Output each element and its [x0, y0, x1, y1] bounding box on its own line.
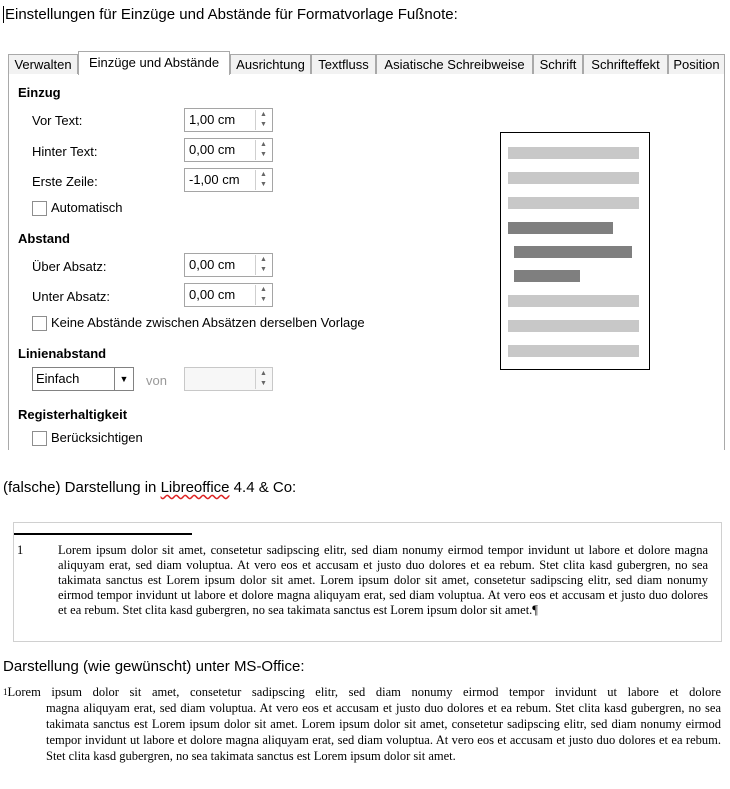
preview-line: [508, 320, 639, 332]
preview-line: [508, 345, 639, 357]
footnote-number: 1: [17, 543, 24, 557]
footnote-separator: [14, 533, 192, 535]
erste-zeile-spinbox[interactable]: [184, 168, 273, 192]
tab-schrifteffekt[interactable]: Schrifteffekt: [583, 54, 668, 74]
vor-text-spin-buttons[interactable]: [255, 110, 271, 130]
linienabstand-value[interactable]: Einfach: [36, 371, 80, 386]
automatisch-label[interactable]: Automatisch: [51, 200, 123, 215]
keine-abstaende-checkbox[interactable]: [32, 316, 47, 331]
spin-down-icon[interactable]: ▼: [260, 181, 267, 188]
tab-textfluss[interactable]: Textfluss: [311, 54, 376, 74]
erste-zeile-spin-buttons[interactable]: [255, 170, 271, 190]
preview-line: [508, 172, 639, 184]
keine-abstaende-label[interactable]: Keine Abstände zwischen Absätzen derselben Vorlage: [51, 315, 365, 330]
spin-down-icon[interactable]: ▼: [260, 380, 267, 387]
spin-down-icon[interactable]: ▼: [260, 151, 267, 158]
tab-panel: [8, 74, 725, 450]
ms-footnote-first-line-text: Lorem ipsum dolor sit amet, consetetur sadipscing elitr, sed diam nonumy eirmod tempor invidunt ut labore et dolore: [7, 685, 721, 699]
hinter-text-value[interactable]: 0,00 cm: [189, 142, 236, 157]
beruecksichtigen-checkbox[interactable]: [32, 431, 47, 446]
von-spinbox[interactable]: [184, 367, 273, 391]
tab-ausrichtung[interactable]: Ausrichtung: [230, 54, 311, 74]
ms-footnote-first-line: [3, 684, 721, 700]
preview-line-active: [508, 222, 613, 234]
preview-line: [508, 147, 639, 159]
ms-footnote-number: 1: [3, 687, 8, 697]
spin-up-icon[interactable]: ▲: [260, 256, 267, 263]
preview-box: [500, 132, 650, 370]
beruecksichtigen-label[interactable]: Berücksichtigen: [51, 430, 143, 445]
vor-text-spinbox[interactable]: [184, 108, 273, 132]
preview-line-active: [514, 246, 632, 258]
preview-line-active: [514, 270, 580, 282]
von-spin-buttons[interactable]: [255, 369, 271, 389]
section-register-title: Registerhaltigkeit: [18, 407, 128, 422]
ueber-absatz-spinbox[interactable]: [184, 253, 273, 277]
paragraph-style-dialog: [8, 50, 724, 450]
section-einzug-title: Einzug: [18, 85, 61, 100]
tab-asiatische-schreibweise[interactable]: Asiatische Schreibweise: [376, 54, 533, 74]
libreoffice-footnote-area: [13, 522, 722, 642]
linienabstand-select[interactable]: [32, 367, 134, 391]
tab-position[interactable]: Position: [668, 54, 725, 74]
preview-line: [508, 295, 639, 307]
vor-text-value[interactable]: 1,00 cm: [189, 112, 236, 127]
unter-absatz-spin-buttons[interactable]: [255, 285, 271, 305]
section-linienabstand-title: Linienabstand: [18, 346, 107, 361]
tab-verwalten[interactable]: Verwalten: [8, 54, 78, 74]
hinter-text-label: Hinter Text:: [32, 144, 98, 159]
ms-footnote-body: magna aliquyam erat, sed diam voluptua. At vero eos et accusam et justo duo dolores et ea rebum. Stet clita kasd gubergren, no sea takimata sanctus est Lorem ipsum dolor sit amet. Lorem ipsum dolor sit amet, consetetur sadipscing elitr, sed diam nonumy eirmod tempor invidunt ut labore et dolore magna aliquyam erat, sed diam voluptua. At vero eos et accusam et justo duo dolores et ea rebum. Stet clita kasd gubergren, no sea takimata sanctus est Lorem ipsum dolor sit amet.: [46, 701, 721, 763]
von-label: von: [146, 373, 167, 388]
unter-absatz-label: Unter Absatz:: [32, 289, 111, 304]
ueber-absatz-value[interactable]: 0,00 cm: [189, 257, 236, 272]
tab-einzuege-abstaende[interactable]: Einzüge und Abstände: [78, 51, 230, 75]
erste-zeile-value[interactable]: -1,00 cm: [189, 172, 240, 187]
section-abstand-title: Abstand: [18, 231, 70, 246]
ueber-absatz-label: Über Absatz:: [32, 259, 107, 274]
heading-ms-office: Darstellung (wie gewünscht) unter MS-Office:: [3, 658, 305, 675]
automatisch-checkbox[interactable]: [32, 201, 47, 216]
spin-up-icon[interactable]: ▲: [260, 171, 267, 178]
ueber-absatz-spin-buttons[interactable]: [255, 255, 271, 275]
heading-libreoffice-word: Libreoffice: [160, 479, 230, 496]
erste-zeile-label: Erste Zeile:: [32, 174, 98, 189]
heading-libreoffice-suffix: 4.4 & Co:: [229, 479, 297, 496]
spin-down-icon[interactable]: ▼: [260, 121, 267, 128]
spin-down-icon[interactable]: ▼: [260, 296, 267, 303]
preview-line: [508, 197, 639, 209]
heading-settings: Einstellungen für Einzüge und Abstände für Formatvorlage Fußnote:: [5, 6, 458, 23]
heading-libreoffice-prefix: (falsche) Darstellung in: [3, 479, 161, 496]
tab-bar: [8, 52, 724, 75]
footnote-text: Lorem ipsum dolor sit amet, consetetur sadipscing elitr, sed diam nonumy eirmod tempor invidunt ut labore et dolore magna aliquyam erat, sed diam voluptua. At vero eos et accusam et justo duo dolores et ea rebum. Stet clita kasd gubergren, no sea takimata sanctus est Lorem ipsum dolor sit amet. Lorem ipsum dolor sit amet, consetetur sadipscing elitr, sed diam nonumy eirmod tempor invidunt ut labore et dolore magna aliquyam erat, sed diam voluptua. At vero eos et accusam et justo duo dolores et ea rebum. Stet clita kasd gubergren, no sea takimata sanctus est Lorem ipsum dolor sit amet.¶: [58, 543, 708, 617]
heading-libreoffice: [3, 479, 296, 496]
vor-text-label: Vor Text:: [32, 113, 83, 128]
chevron-down-icon[interactable]: ▼: [114, 368, 133, 390]
spin-up-icon[interactable]: ▲: [260, 286, 267, 293]
spin-up-icon[interactable]: ▲: [260, 141, 267, 148]
spin-up-icon[interactable]: ▲: [260, 111, 267, 118]
ms-office-footnote: [3, 684, 721, 764]
spin-down-icon[interactable]: ▼: [260, 266, 267, 273]
hinter-text-spin-buttons[interactable]: [255, 140, 271, 160]
unter-absatz-spinbox[interactable]: [184, 283, 273, 307]
spin-up-icon[interactable]: ▲: [260, 370, 267, 377]
unter-absatz-value[interactable]: 0,00 cm: [189, 287, 236, 302]
tab-schrift[interactable]: Schrift: [533, 54, 583, 74]
hinter-text-spinbox[interactable]: [184, 138, 273, 162]
